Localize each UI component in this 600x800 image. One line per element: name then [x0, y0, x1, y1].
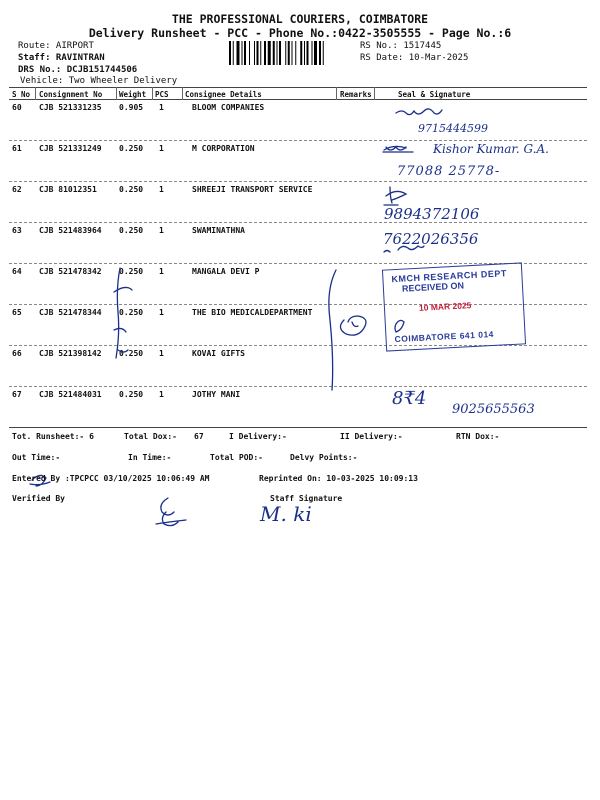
- table-top-rule: [9, 87, 587, 88]
- staff-signature-label: Staff Signature: [270, 494, 343, 503]
- row-weight: 0.250: [119, 226, 144, 235]
- table-bottom-rule: [9, 427, 587, 428]
- rs-date: RS Date: 10-Mar-2025: [360, 53, 469, 63]
- row-consignment: CJB 521331249: [39, 144, 102, 153]
- col-header-weight: Weight: [119, 90, 147, 99]
- row-weight: 0.250: [119, 144, 144, 153]
- signature-scribble: [384, 187, 406, 205]
- row-pcs: 1: [159, 185, 164, 194]
- col-divider: [182, 87, 183, 100]
- barcode-image: [229, 41, 355, 65]
- stamp-line-1: KMCH RESEARCH DEPT: [391, 268, 508, 285]
- handwritten-phone-62: 9894372106: [384, 205, 480, 223]
- row-consignment: CJB 521478342: [39, 267, 102, 276]
- reprinted-on: Reprinted On: 10-03-2025 10:09:13: [259, 474, 418, 483]
- ii-delivery: II Delivery:-: [340, 432, 403, 441]
- row-consignee: JOTHY MANI: [192, 390, 241, 399]
- row-divider: [9, 386, 587, 387]
- handwritten-phone-63: 7622026356: [383, 230, 479, 248]
- row-sno: 64: [12, 267, 22, 276]
- table-header-rule: [9, 99, 587, 100]
- stamp-line-4: COIMBATORE 641 014: [394, 328, 495, 345]
- total-dox-label: Total Dox:-: [124, 432, 177, 441]
- row-consignee: SWAMINATHNA: [192, 226, 245, 235]
- row-divider: [9, 222, 587, 223]
- i-delivery: I Delivery:-: [229, 432, 287, 441]
- row-sno: 65: [12, 308, 22, 317]
- row-consignee: MANGALA DEVI P: [192, 267, 260, 276]
- signature-scribble: [396, 109, 442, 115]
- stamp-date: 10 MAR 2025: [418, 300, 472, 313]
- handwritten-phone-60: 9715444599: [418, 122, 488, 135]
- row-consignee: M CORPORATION: [192, 144, 255, 153]
- row-pcs: 1: [159, 308, 164, 317]
- row-pcs: 1: [159, 349, 164, 358]
- col-header-pcs: PCS: [155, 90, 169, 99]
- total-runsheet: Tot. Runsheet:- 6: [12, 432, 94, 441]
- delivery-points: Delvy Points:-: [290, 453, 358, 462]
- col-divider: [35, 87, 36, 100]
- row-pcs: 1: [159, 103, 164, 112]
- row-sno: 67: [12, 390, 22, 399]
- col-divider: [152, 87, 153, 100]
- rtn-dox: RTN Dox:-: [456, 432, 500, 441]
- company-title: THE PROFESSIONAL COURIERS, COIMBATORE: [171, 12, 429, 26]
- row-consignment: CJB 521483964: [39, 226, 102, 235]
- col-header-remarks: Remarks: [340, 90, 372, 99]
- handwritten-phone-61: 77088 25778-: [397, 164, 501, 179]
- signature-scribble: [340, 316, 366, 335]
- runsheet-subtitle: Delivery Runsheet - PCC - Phone No.:0422-3505555 - Page No.:6: [88, 26, 512, 40]
- row-sno: 62: [12, 185, 22, 194]
- total-pod: Total POD:-: [210, 453, 263, 462]
- row-weight: 0.250: [119, 308, 144, 317]
- row-consignment: CJB 521398142: [39, 349, 102, 358]
- received-stamp: [382, 262, 526, 351]
- vehicle-label: Vehicle: Two Wheeler Delivery: [20, 76, 178, 86]
- row-pcs: 1: [159, 144, 164, 153]
- handwritten-signature-67: 8₹4: [392, 388, 427, 409]
- stamp-line-2: RECEIVED ON: [401, 280, 465, 294]
- row-sno: 66: [12, 349, 22, 358]
- row-weight: 0.905: [119, 103, 144, 112]
- col-header-consignment: Consignment No: [39, 90, 103, 99]
- col-header-seal: Seal & Signature: [398, 90, 471, 99]
- row-consignee: KOVAI GIFTS: [192, 349, 245, 358]
- out-time: Out Time:-: [12, 453, 61, 462]
- col-divider: [374, 87, 375, 100]
- row-divider: [9, 140, 587, 141]
- row-pcs: 1: [159, 226, 164, 235]
- pen-stroke: [329, 270, 336, 390]
- row-weight: 0.250: [119, 390, 144, 399]
- row-sno: 60: [12, 103, 22, 112]
- handwritten-name-61: Kishor Kumar. G.A.: [433, 142, 549, 156]
- row-pcs: 1: [159, 390, 164, 399]
- col-header-sno: S No: [12, 90, 31, 99]
- col-divider: [116, 87, 117, 100]
- signature-scribble: [383, 146, 413, 152]
- row-consignee: THE BIO MEDICALDEPARTMENT: [192, 308, 313, 317]
- row-consignment: CJB 81012351: [39, 185, 97, 194]
- row-divider: [9, 181, 587, 182]
- staff-signature: M. ki: [260, 502, 312, 526]
- col-header-consignee: Consignee Details: [185, 90, 262, 99]
- row-consignment: CJB 521331235: [39, 103, 102, 112]
- row-consignee: SHREEJI TRANSPORT SERVICE: [192, 185, 313, 194]
- staff-label: Staff: RAVINTRAN: [18, 53, 105, 63]
- row-sno: 61: [12, 144, 22, 153]
- row-consignment: CJB 521484031: [39, 390, 102, 399]
- total-dox-value: 67: [194, 432, 204, 441]
- entered-by: Entered By :TPCPCC 03/10/2025 10:06:49 AM: [12, 474, 210, 483]
- row-sno: 63: [12, 226, 22, 235]
- verified-by-label: Verified By: [12, 494, 65, 503]
- col-divider: [336, 87, 337, 100]
- handwritten-phone-67: 9025655563: [452, 402, 535, 417]
- route-label: Route: AIRPORT: [18, 41, 94, 51]
- drs-number: DRS No.: DCJB151744506: [18, 65, 138, 75]
- row-consignment: CJB 521478344: [39, 308, 102, 317]
- row-weight: 0.250: [119, 185, 144, 194]
- in-time: In Time:-: [128, 453, 172, 462]
- row-weight: 0.250: [119, 349, 144, 358]
- rs-number: RS No.: 1517445: [360, 41, 442, 51]
- row-consignee: BLOOM COMPANIES: [192, 103, 265, 112]
- signature-scribble: [156, 498, 186, 526]
- row-pcs: 1: [159, 267, 164, 276]
- row-weight: 0.250: [119, 267, 144, 276]
